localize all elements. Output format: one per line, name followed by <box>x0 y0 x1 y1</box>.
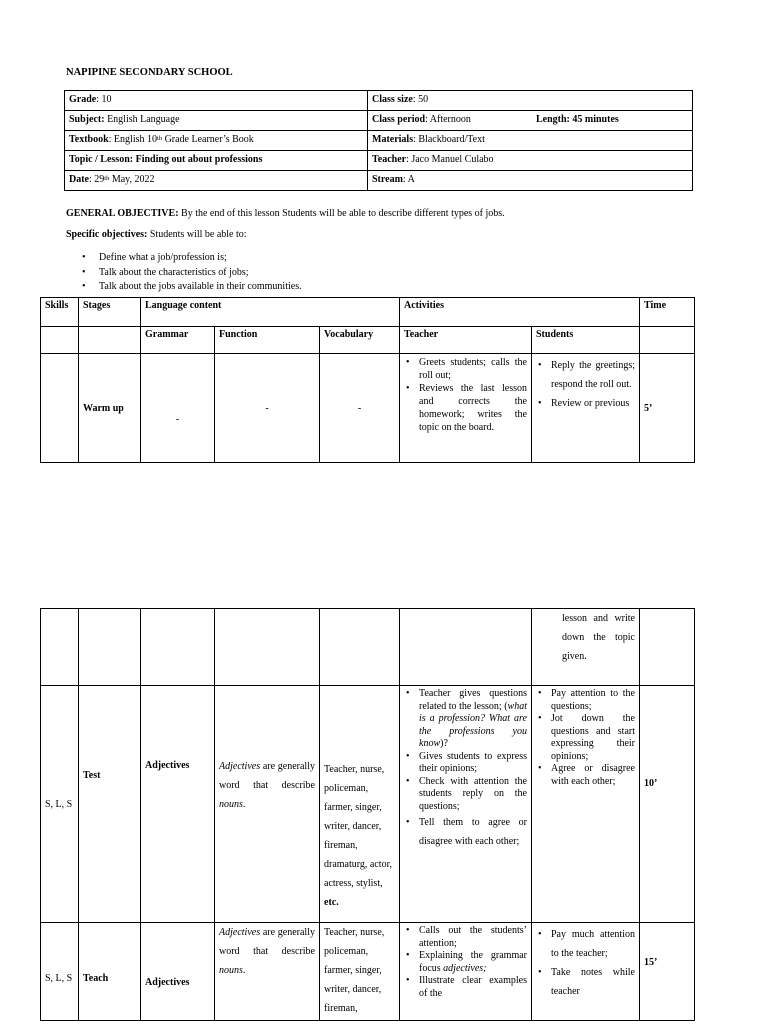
continuation-empty-cell <box>141 609 215 686</box>
objective-item: • Talk about the jobs available in their communities. <box>82 280 302 295</box>
test-time: 10’ <box>640 686 695 923</box>
textbook-cell <box>65 131 368 151</box>
textbook-label: Textbook <box>69 134 109 145</box>
continuation-empty-cell <box>215 609 320 686</box>
topic-label: Topic / Lesson: Finding out about professions <box>69 154 263 165</box>
activity-item <box>404 751 527 776</box>
activity-item <box>404 975 527 1000</box>
header-empty-cell <box>79 327 141 354</box>
continuation-empty-cell <box>320 609 400 686</box>
objectives-list <box>82 251 302 295</box>
warmup-teacher-activities <box>400 354 532 463</box>
subject-value: English Language <box>104 114 180 125</box>
function-end: . <box>242 965 246 976</box>
activity-item: • Pay much attention to the teacher; <box>536 925 635 963</box>
continuation-empty-cell <box>640 609 695 686</box>
activity-italic: adjectives; <box>443 962 487 974</box>
general-objective-label: GENERAL OBJECTIVE: <box>66 208 179 219</box>
function-term: Adjectives <box>219 760 261 772</box>
grade-label: Grade <box>69 94 97 105</box>
function-text: are generally word that describe <box>219 760 315 791</box>
materials-value: : Blackboard/Text <box>413 134 485 145</box>
function-term: nouns <box>219 965 243 976</box>
class-period-value: : Afternoon <box>425 114 471 125</box>
continuation-empty-cell <box>41 609 79 686</box>
class-size-cell <box>368 91 693 111</box>
textbook-value-post: Grade Learner’s Book <box>162 134 254 145</box>
teach-function <box>215 923 320 1021</box>
header-language-content: Language content <box>141 298 400 327</box>
stream-label: Stream <box>372 174 403 185</box>
function-end: . <box>242 798 246 810</box>
objective-item: • Define what a job/profession is; <box>82 251 302 266</box>
date-value-pre: : 29 <box>89 174 105 185</box>
objective-item: • Talk about the characteristics of jobs; <box>82 266 302 281</box>
stream-cell <box>368 171 693 191</box>
header-empty-cell <box>41 327 79 354</box>
lesson-plan-table-page1 <box>40 297 695 463</box>
test-student-activities <box>532 686 640 923</box>
activity-text: Explaining the grammar focus <box>419 950 527 974</box>
test-stage: Test <box>79 686 141 923</box>
teach-stage: Teach <box>79 923 141 1021</box>
class-size-value: : 50 <box>412 94 429 105</box>
warmup-stage: Warm up <box>79 354 141 463</box>
header-grammar: Grammar <box>141 327 215 354</box>
teach-student-activities <box>532 923 640 1021</box>
header-vocabulary: Vocabulary <box>320 327 400 354</box>
function-term: nouns <box>219 798 243 810</box>
header-skills: Skills <box>41 298 79 327</box>
activity-item: • Jot down the questions and start expressing their opinions; <box>536 713 635 763</box>
activity-item: • Agree or disagree with each other; <box>536 763 635 788</box>
vocabulary-list: Teacher, nurse, policeman, farmer, singer, writer, dancer, fireman, dramaturg, actor, actress, stylist, <box>324 764 392 889</box>
textbook-sup: th <box>157 135 163 142</box>
lesson-info-table <box>64 90 693 191</box>
activity-item <box>404 813 527 851</box>
materials-cell <box>368 131 693 151</box>
class-period-label: Class period <box>372 114 426 125</box>
length-label: Length: 45 minutes <box>536 114 619 125</box>
date-cell <box>65 171 368 191</box>
teach-grammar: Adjectives <box>141 923 215 1021</box>
warmup-time: 5’ <box>640 354 695 463</box>
materials-label: Materials <box>372 134 414 145</box>
teach-teacher-activities <box>400 923 532 1021</box>
activity-italic: what is a profession? What are the professions you know <box>419 700 527 749</box>
general-objective-text: By the end of this lesson Students will be able to describe different types of jobs. <box>178 208 505 219</box>
activity-text: Calls out the students’ attention; <box>419 925 527 949</box>
function-text: are generally word that describe <box>219 927 315 957</box>
activity-text: Tell them to agree or disagree with each other; <box>419 817 527 847</box>
grade-value: : 10 <box>96 94 112 105</box>
topic-cell <box>65 151 368 171</box>
test-teacher-activities <box>400 686 532 923</box>
grade-cell <box>65 91 368 111</box>
activity-text: )? <box>440 738 448 749</box>
activity-text: Illustrate clear examples of the <box>419 975 527 999</box>
activity-item: • Pay attention to the questions; <box>536 688 635 713</box>
activity-item <box>404 776 527 814</box>
test-vocabulary <box>320 686 400 923</box>
activity-text: Gives students to express their opinions; <box>419 750 527 774</box>
teacher-label: Teacher <box>372 154 407 165</box>
teacher-value: : Jaco Manuel Culabo <box>406 154 494 165</box>
header-teacher: Teacher <box>400 327 532 354</box>
date-sup: th <box>104 175 110 182</box>
class-size-label: Class size <box>372 94 413 105</box>
school-name: NAPIPINE SECONDARY SCHOOL <box>66 67 233 78</box>
textbook-value-pre: : English 10 <box>108 134 157 145</box>
warmup-function: - <box>215 354 320 463</box>
header-stages: Stages <box>79 298 141 327</box>
specific-objectives-label: Specific objectives: <box>66 229 148 240</box>
date-label: Date <box>69 174 89 185</box>
lesson-plan-table-page2 <box>40 608 695 1021</box>
activity-item <box>404 925 527 950</box>
activity-item: • Take notes while teacher <box>536 963 635 1001</box>
subject-label: Subject: <box>69 114 105 125</box>
activity-text: Check with attention the students reply on the questions; <box>419 775 527 812</box>
subject-cell <box>65 111 368 131</box>
header-activities: Activities <box>400 298 640 327</box>
teach-vocabulary: Teacher, nurse, policeman, farmer, singer, writer, dancer, fireman, <box>320 923 400 1021</box>
warmup-skills-cell <box>41 354 79 463</box>
stream-value: : A <box>402 174 415 185</box>
continuation-empty-cell <box>400 609 532 686</box>
activity-item: • Review or previous <box>536 394 635 413</box>
vocabulary-etc: etc. <box>324 897 339 908</box>
test-skills: S, L, S <box>41 686 79 923</box>
function-term: Adjectives <box>219 927 261 938</box>
activity-item: • Reply the greetings; respond the roll out. <box>536 356 635 394</box>
activity-item <box>404 950 527 975</box>
activity-item <box>404 688 527 751</box>
class-period-cell <box>368 111 693 131</box>
teach-time: 15’ <box>640 923 695 1021</box>
continuation-empty-cell <box>79 609 141 686</box>
teacher-cell <box>368 151 693 171</box>
continuation-students: lesson and write down the topic given. <box>532 609 640 686</box>
activity-item: • Reviews the last lesson and corrects the homework; writes the topic on the board. <box>404 382 527 434</box>
warmup-vocabulary: - <box>320 354 400 463</box>
header-function: Function <box>215 327 320 354</box>
header-time: Time <box>640 298 695 327</box>
activity-item: • Greets students; calls the roll out; <box>404 356 527 382</box>
warmup-student-activities <box>532 354 640 463</box>
teach-skills: S, L, S <box>41 923 79 1021</box>
test-grammar: Adjectives <box>141 686 215 923</box>
specific-objectives <box>66 229 247 240</box>
header-students: Students <box>532 327 640 354</box>
header-empty-cell <box>640 327 695 354</box>
specific-objectives-text: Students will be able to: <box>147 229 247 240</box>
date-value-post: May, 2022 <box>109 174 155 185</box>
test-function <box>215 686 320 923</box>
general-objective <box>66 208 505 219</box>
activity-text: Teacher gives questions related to the lesson; ( <box>419 688 527 712</box>
warmup-grammar: - <box>141 354 215 463</box>
